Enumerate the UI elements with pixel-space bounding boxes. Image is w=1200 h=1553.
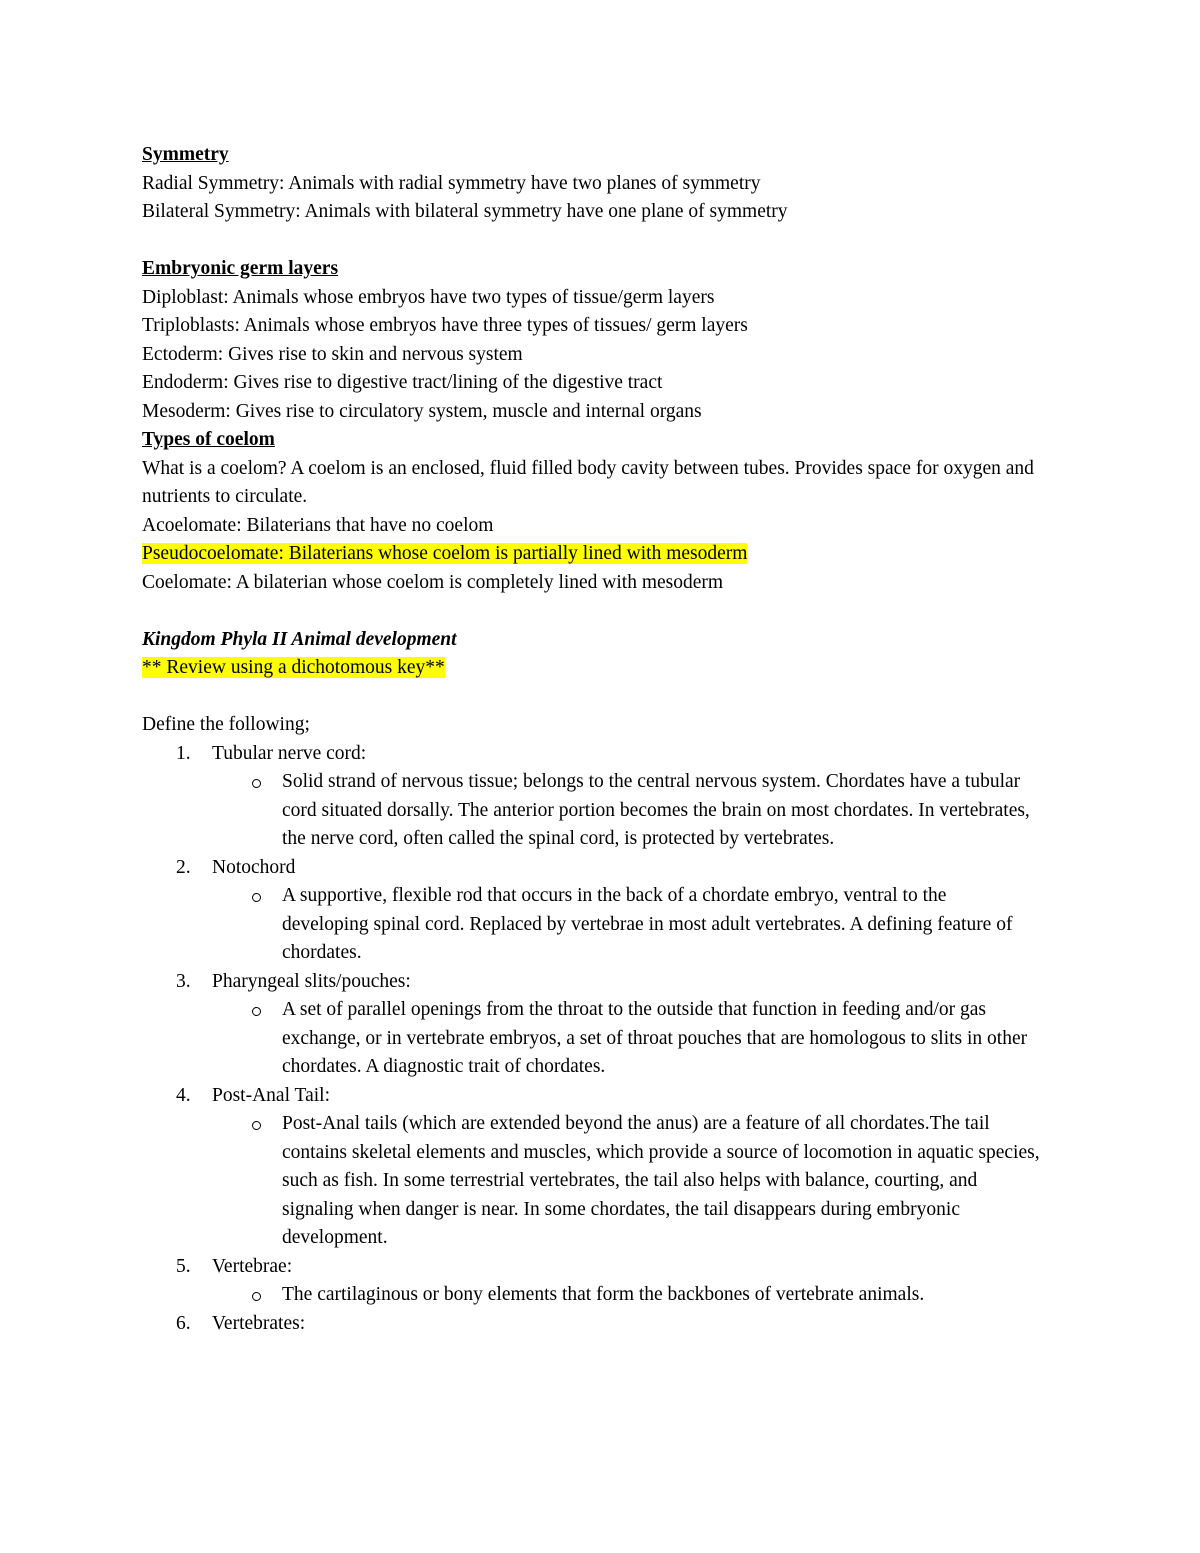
list-detail: A supportive, flexible rod that occurs in the back of a chordate embryo, ventral to the developing spinal cord. Replaced by vertebrae in most adult vertebrates. A defining feature of chordates.: [282, 885, 1013, 963]
spacer: [142, 227, 1062, 256]
coelom-definition: What is a coelom? A coelom is an enclosed, fluid filled body cavity between tubes. Provides space for oxygen and nutrients to circulate.: [142, 457, 1034, 507]
diploblast-line: Diploblast: Animals whose embryos have two types of tissue/germ layers: [142, 286, 715, 308]
list-term: Pharyngeal slits/pouches:: [212, 970, 411, 992]
list-subitem: [142, 996, 1052, 1082]
spacer: [142, 683, 1062, 712]
list-number: 4.: [176, 1084, 191, 1106]
list-number: 2.: [176, 856, 191, 878]
list-item: [142, 968, 1062, 997]
spacer: [142, 597, 1062, 626]
mesoderm-line: Mesoderm: Gives rise to circulatory system, muscle and internal organs: [142, 400, 702, 422]
list-detail: The cartilaginous or bony elements that form the backbones of vertebrate animals.: [282, 1284, 925, 1305]
pseudocoelomate-line: Pseudocoelomate: Bilaterians whose coelom is partially lined with mesoderm: [142, 543, 748, 564]
radial-symmetry-line: Radial Symmetry: Animals with radial symmetry have two planes of symmetry: [142, 172, 761, 194]
hollow-circle-bullet-icon: [252, 1007, 261, 1016]
review-note: ** Review using a dichotomous key**: [142, 657, 445, 678]
list-item: [142, 1082, 1062, 1111]
list-item: [142, 1253, 1062, 1282]
list-detail: Solid strand of nervous tissue; belongs to the central nervous system. Chordates have a tubular cord situated dorsally. The anterior portion becomes the brain on most chordates. In vertebrates, the nerve cord, often called the spinal cord, is protected by vertebrates.: [282, 771, 1030, 849]
triploblast-line: Triploblasts: Animals whose embryos have three types of tissues/ germ layers: [142, 315, 748, 336]
list-detail: A set of parallel openings from the throat to the outside that function in feeding and/or gas exchange, or in vertebrate embryos, a set of throat pouches that are homologous to slits in other chordates. A diagnostic trait of chordates.: [282, 999, 1028, 1077]
list-number: 5.: [176, 1255, 191, 1277]
list-subitem: [142, 1110, 1052, 1253]
list-number: 6.: [176, 1312, 191, 1334]
ectoderm-line: Ectoderm: Gives rise to skin and nervous system: [142, 343, 523, 365]
list-term: Post-Anal Tail:: [212, 1084, 330, 1106]
endoderm-line: Endoderm: Gives rise to digestive tract/lining of the digestive tract: [142, 372, 663, 393]
coelomate-line: Coelomate: A bilaterian whose coelom is completely lined with mesoderm: [142, 571, 724, 593]
acoelomate-line: Acoelomate: Bilaterians that have no coelom: [142, 514, 494, 536]
list-item: [142, 854, 1062, 883]
list-detail: Post-Anal tails (which are extended beyond the anus) are a feature of all chordates.The tail contains skeletal elements and muscles, which provide a source of locomotion in aquatic species, such as fish. In some terrestrial vertebrates, the tail also helps with balance, courting, and signaling when danger is near. In some chordates, the tail disappears during embryonic development.: [282, 1113, 1040, 1248]
document-page: [142, 141, 1062, 1338]
coelom-heading: Types of coelom: [142, 429, 275, 450]
definitions-intro: Define the following;: [142, 714, 310, 735]
definitions-list: [142, 740, 1062, 1339]
list-subitem: [142, 882, 1022, 968]
list-term: Vertebrates:: [212, 1312, 306, 1334]
list-number: 3.: [176, 970, 191, 992]
germ-layers-heading: Embryonic germ layers: [142, 258, 339, 279]
hollow-circle-bullet-icon: [252, 779, 261, 788]
list-item: [142, 1310, 1062, 1339]
list-subitem: [142, 1281, 1052, 1310]
hollow-circle-bullet-icon: [252, 1292, 261, 1301]
list-term: Tubular nerve cord:: [212, 742, 367, 764]
list-item: [142, 740, 1062, 769]
symmetry-heading: Symmetry: [142, 144, 229, 165]
kingdom-heading: Kingdom Phyla II Animal development: [142, 628, 457, 650]
hollow-circle-bullet-icon: [252, 1121, 261, 1130]
list-term: Vertebrae:: [212, 1255, 293, 1277]
list-subitem: [142, 768, 1052, 854]
list-term: Notochord: [212, 856, 296, 878]
list-number: 1.: [176, 742, 191, 764]
bilateral-symmetry-line: Bilateral Symmetry: Animals with bilateral symmetry have one plane of symmetry: [142, 201, 788, 222]
hollow-circle-bullet-icon: [252, 893, 261, 902]
